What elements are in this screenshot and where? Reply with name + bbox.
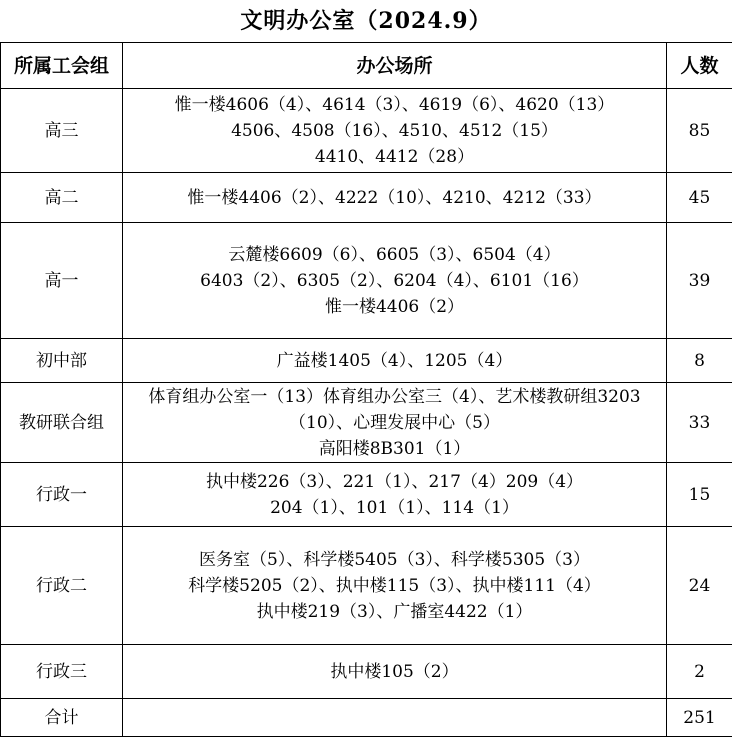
location-cell — [123, 89, 667, 173]
location-cell — [123, 223, 667, 339]
table-row — [1, 463, 732, 527]
total-location — [123, 699, 667, 737]
location-line: 4410、4412（28） — [314, 146, 475, 167]
count-cell: 8 — [667, 339, 732, 383]
location-cell — [123, 383, 667, 463]
table-row — [1, 339, 732, 383]
location-line: 科学楼5205（2）、执中楼115（3）、执中楼111（4） — [188, 575, 601, 596]
group-cell: 行政三 — [1, 645, 123, 699]
count-cell: 45 — [667, 173, 732, 223]
header-count: 人数 — [667, 43, 732, 89]
total-count: 251 — [667, 699, 732, 737]
count-cell: 2 — [667, 645, 732, 699]
count-cell: 15 — [667, 463, 732, 527]
office-table — [0, 42, 732, 737]
page-title: 文明办公室（2024.9） — [240, 8, 492, 34]
location-cell — [123, 463, 667, 527]
group-cell: 教研联合组 — [1, 383, 123, 463]
count-cell: 85 — [667, 89, 732, 173]
count-cell: 33 — [667, 383, 732, 463]
header-location: 办公场所 — [123, 43, 667, 89]
total-row — [1, 699, 732, 737]
count-cell: 39 — [667, 223, 732, 339]
location-line: 高阳楼8B301（1） — [318, 438, 471, 459]
location-line: 云麓楼6609（6）、6605（3）、6504（4） — [228, 244, 561, 265]
count-cell: 24 — [667, 527, 732, 645]
table-row — [1, 645, 732, 699]
table-row — [1, 89, 732, 173]
location-cell — [123, 339, 667, 383]
table-row — [1, 223, 732, 339]
location-cell — [123, 645, 667, 699]
table-row — [1, 173, 732, 223]
location-line: 医务室（5）、科学楼5405（3）、科学楼5305（3） — [199, 549, 590, 570]
group-cell: 行政二 — [1, 527, 123, 645]
table-row — [1, 383, 732, 463]
location-line: 惟一楼4406（2） — [324, 296, 465, 317]
location-line: 4506、4508（16）、4510、4512（15） — [231, 120, 558, 141]
location-line: 惟一楼4406（2）、4222（10）、4210、4212（33） — [187, 187, 602, 208]
location-cell — [123, 173, 667, 223]
location-line: 执中楼226（3）、221（1）、217（4）209（4） — [205, 471, 584, 492]
location-line: 执中楼105（2） — [330, 661, 459, 682]
total-label: 合计 — [1, 699, 123, 737]
group-cell: 行政一 — [1, 463, 123, 527]
location-cell — [123, 527, 667, 645]
group-cell: 初中部 — [1, 339, 123, 383]
location-line: 惟一楼4606（4）、4614（3）、4619（6）、4620（13） — [174, 94, 615, 115]
table-row — [1, 527, 732, 645]
location-line: 执中楼219（3）、广播室4422（1） — [256, 601, 533, 622]
header-group: 所属工会组 — [1, 43, 123, 89]
group-cell: 高一 — [1, 223, 123, 339]
table-header-row — [1, 43, 732, 89]
location-line: 6403（2）、6305（2）、6204（4）、6101（16） — [200, 270, 589, 291]
group-cell: 高三 — [1, 89, 123, 173]
location-line: 体育组办公室一（13）体育组办公室三（4）、艺术楼教研组3203（10）、心理发展中心（5） — [148, 386, 641, 433]
group-cell: 高二 — [1, 173, 123, 223]
location-line: 广益楼1405（4）、1205（4） — [276, 350, 513, 371]
location-line: 204（1）、101（1）、114（1） — [270, 497, 519, 518]
